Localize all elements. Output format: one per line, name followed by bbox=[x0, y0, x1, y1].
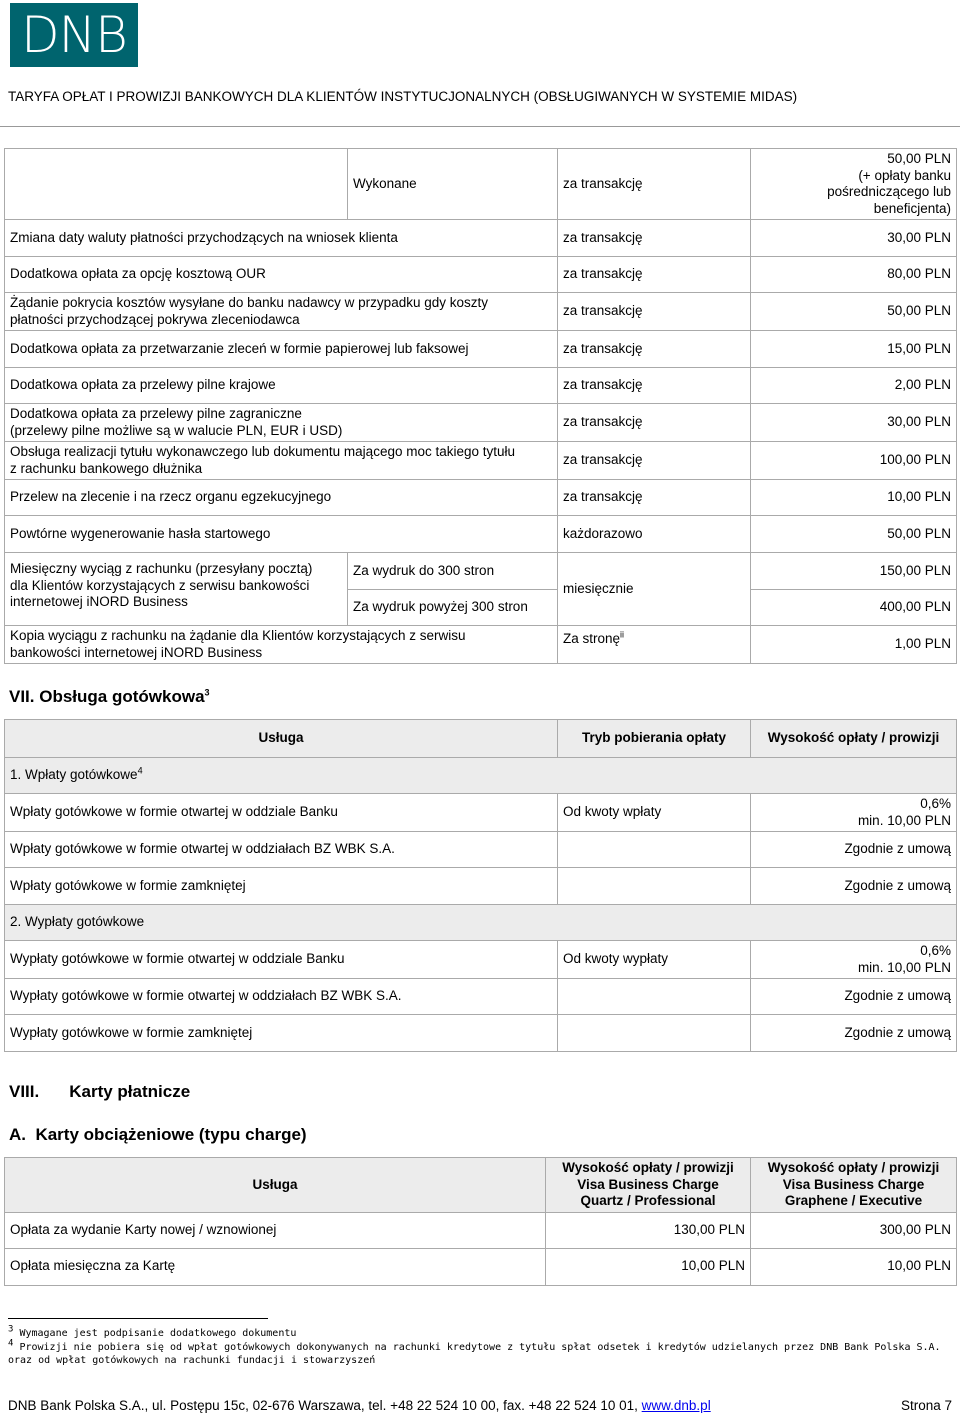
label-line: internetowej iNORD Business bbox=[10, 594, 188, 609]
fee-cell bbox=[751, 794, 957, 832]
table-cell: każdorazowo bbox=[558, 516, 751, 553]
fee-line: beneficjenta) bbox=[873, 200, 951, 216]
table-cell: Wpłaty gotówkowe w formie otwartej w oddziałach BZ WBK S.A. bbox=[5, 832, 558, 868]
subsection-number: A. bbox=[9, 1125, 26, 1144]
table-cell: Dodatkowa opłata za opcję kosztową OUR bbox=[5, 257, 558, 293]
table-row bbox=[5, 626, 957, 664]
fee-cell: 400,00 PLN bbox=[751, 590, 957, 626]
footer-text: DNB Bank Polska S.A., ul. Postępu 15c, 02-676 Warszawa, tel. +48 22 524 10 00, fax. +48 22 524 10 01, bbox=[8, 1398, 642, 1413]
table-cell: za transakcję bbox=[558, 368, 751, 404]
footnote-4 bbox=[8, 1338, 953, 1367]
table-cell: Zmiana daty waluty płatności przychodzących na wniosek klienta bbox=[5, 220, 558, 257]
fee-cell: 30,00 PLN bbox=[751, 404, 957, 442]
label-line: z rachunku bankowego dłużnika bbox=[10, 460, 203, 476]
table-cell: Dodatkowa opłata za przetwarzanie zleceń w formie papierowej lub faksowej bbox=[5, 331, 558, 368]
table-cell bbox=[558, 868, 751, 905]
header-line: Visa Business Charge bbox=[782, 1176, 925, 1192]
header-line: Graphene / Executive bbox=[784, 1193, 923, 1208]
fee-cell: Zgodnie z umową bbox=[751, 832, 957, 868]
footnote-text: Prowizji nie pobiera się od wpłat gotówkowych dokonywanych na rachunki kredytowe z tytułu spłat odsetek i kredytów udzielanych przez DNB Bank Polska S.A. oraz od wpłat gotówkowych na rachunki fundacji i stowarzyszeń bbox=[8, 1342, 941, 1366]
table-row bbox=[5, 941, 957, 979]
table-row bbox=[5, 220, 957, 257]
footnote-divider bbox=[8, 1318, 268, 1319]
header-line: Wysokość opłaty / prowizji bbox=[767, 1160, 940, 1175]
table-cell: Wypłaty gotówkowe w formie otwartej w oddziałach BZ WBK S.A. bbox=[5, 979, 558, 1015]
mode-text: Za stronę bbox=[563, 631, 621, 646]
table-cell: za transakcję bbox=[558, 331, 751, 368]
table-cell: Opłata miesięczna za Kartę bbox=[5, 1248, 546, 1285]
table-cell: Wykonane bbox=[348, 149, 558, 220]
fee-cell bbox=[751, 941, 957, 979]
fee-cell: 150,00 PLN bbox=[751, 553, 957, 590]
table-row bbox=[5, 1248, 957, 1285]
header-cell bbox=[751, 1158, 957, 1213]
table-row bbox=[5, 1212, 957, 1248]
table-cell: za transakcję bbox=[558, 220, 751, 257]
table-row bbox=[5, 516, 957, 553]
table-row bbox=[5, 442, 957, 480]
table-cell bbox=[5, 553, 348, 626]
header-cell: Usługa bbox=[5, 1158, 546, 1213]
footnote-3 bbox=[8, 1324, 953, 1340]
table-cell: Wpłaty gotówkowe w formie otwartej w oddziale Banku bbox=[5, 794, 558, 832]
fee-line: min. 10,00 PLN bbox=[857, 812, 951, 828]
group-cell: 2. Wypłaty gotówkowe bbox=[5, 905, 957, 941]
footnote-ref: 3 bbox=[204, 687, 210, 698]
table-row bbox=[5, 979, 957, 1015]
table-cell: za transakcję bbox=[558, 257, 751, 293]
label-line: Kopia wyciągu z rachunku na żądanie dla Klientów korzystających z serwisu bbox=[10, 628, 466, 643]
label-line: Miesięczny wyciąg z rachunku (przesyłany pocztą) bbox=[10, 561, 313, 576]
label-line: płatności przychodzącej pokrywa zleceniodawca bbox=[10, 311, 300, 327]
table-cell bbox=[5, 293, 558, 331]
dnb-logo: DNB bbox=[10, 3, 138, 67]
header-line: Visa Business Charge bbox=[577, 1176, 719, 1192]
fee-cell: 130,00 PLN bbox=[546, 1212, 751, 1248]
header-line: Wysokość opłaty / prowizji bbox=[562, 1160, 734, 1175]
table-row bbox=[5, 293, 957, 331]
table-row bbox=[5, 1015, 957, 1052]
table-cell bbox=[558, 979, 751, 1015]
fee-cell: 30,00 PLN bbox=[751, 220, 957, 257]
table-cell: Od kwoty wypłaty bbox=[558, 941, 751, 979]
table-row bbox=[5, 404, 957, 442]
table-cell bbox=[558, 626, 751, 664]
table-cell bbox=[558, 1015, 751, 1052]
table-row bbox=[5, 368, 957, 404]
section-heading-cash bbox=[9, 687, 210, 707]
table-cell: za transakcję bbox=[558, 149, 751, 220]
fee-cell: 100,00 PLN bbox=[751, 442, 957, 480]
fee-line: 50,00 PLN bbox=[887, 151, 951, 166]
fee-cell: 300,00 PLN bbox=[751, 1212, 957, 1248]
fee-line: (+ opłaty banku bbox=[858, 167, 951, 183]
fee-cell: 15,00 PLN bbox=[751, 331, 957, 368]
table-cell: Przelew na zlecenie i na rzecz organu egzekucyjnego bbox=[5, 480, 558, 516]
fee-cell: Zgodnie z umową bbox=[751, 868, 957, 905]
section-title: Obsługa gotówkowa bbox=[39, 687, 205, 706]
table-cell: Za wydruk do 300 stron bbox=[348, 553, 558, 590]
fee-cell: 50,00 PLN bbox=[751, 516, 957, 553]
footnote-mark: 4 bbox=[8, 1338, 14, 1349]
fee-line: min. 10,00 PLN bbox=[857, 959, 951, 975]
header-line: Quartz / Professional bbox=[580, 1193, 716, 1208]
table-cell: Wpłaty gotówkowe w formie zamkniętej bbox=[5, 868, 558, 905]
label-line: (przelewy pilne możliwe są w walucie PLN, EUR i USD) bbox=[10, 422, 343, 438]
table-cell bbox=[5, 442, 558, 480]
table-cell: Powtórne wygenerowanie hasła startowego bbox=[5, 516, 558, 553]
fee-cell: 1,00 PLN bbox=[751, 626, 957, 664]
label-line: dla Klientów korzystających z serwisu bankowości bbox=[10, 577, 310, 593]
header-divider bbox=[0, 126, 960, 127]
table-row bbox=[5, 553, 957, 590]
group-row bbox=[5, 905, 957, 941]
section-number: VII. bbox=[9, 687, 35, 706]
subsection-heading-charge-cards bbox=[9, 1125, 307, 1145]
table-cell: za transakcję bbox=[558, 480, 751, 516]
group-row bbox=[5, 758, 957, 794]
label-line: bankowości internetowej iNORD Business bbox=[10, 644, 263, 660]
fee-line: pośredniczącego lub bbox=[827, 184, 951, 199]
cards-table bbox=[4, 1157, 957, 1286]
table-cell: za transakcję bbox=[558, 293, 751, 331]
fee-cell: 80,00 PLN bbox=[751, 257, 957, 293]
table-cell: za transakcję bbox=[558, 404, 751, 442]
fee-cell: 10,00 PLN bbox=[751, 480, 957, 516]
fee-line: 0,6% bbox=[920, 796, 951, 811]
table-cell: miesięcznie bbox=[558, 553, 751, 626]
fee-cell: Zgodnie z umową bbox=[751, 1015, 957, 1052]
footnote-ref: 4 bbox=[137, 765, 143, 776]
table-cell bbox=[5, 404, 558, 442]
footnote-ref: ii bbox=[620, 629, 625, 640]
subsection-title: Karty obciążeniowe (typu charge) bbox=[35, 1125, 307, 1144]
page-number: Strona 7 bbox=[900, 1398, 952, 1413]
section-title: Karty płatnicze bbox=[69, 1082, 191, 1101]
table-row bbox=[5, 257, 957, 293]
table-row bbox=[5, 331, 957, 368]
cash-table bbox=[4, 719, 957, 1052]
fee-line: 0,6% bbox=[920, 943, 951, 958]
table-cell: Wypłaty gotówkowe w formie zamkniętej bbox=[5, 1015, 558, 1052]
table-row bbox=[5, 832, 957, 868]
document-title: TARYFA OPŁAT I PROWIZJI BANKOWYCH DLA KLIENTÓW INSTYTUCJONALNYCH (OBSŁUGIWANYCH W SYSTEMIE MIDAS) bbox=[8, 89, 798, 104]
table-cell: Opłata za wydanie Karty nowej / wznowionej bbox=[5, 1212, 546, 1248]
section-number: VIII. bbox=[9, 1082, 40, 1101]
label-line: Obsługa realizacji tytułu wykonawczego lub dokumentu mającego moc takiego tytułu bbox=[10, 444, 516, 459]
table-cell: Za wydruk powyżej 300 stron bbox=[348, 590, 558, 626]
table-header-row bbox=[5, 720, 957, 758]
table-cell: Dodatkowa opłata za przelewy pilne krajowe bbox=[5, 368, 558, 404]
header-cell: Tryb pobierania opłaty bbox=[558, 720, 751, 758]
fee-cell: 50,00 PLN bbox=[751, 293, 957, 331]
table-cell bbox=[5, 626, 558, 664]
header-cell: Usługa bbox=[5, 720, 558, 758]
fee-cell bbox=[751, 149, 957, 220]
table-row bbox=[5, 149, 957, 220]
section-heading-cards bbox=[9, 1082, 190, 1102]
table-cell bbox=[5, 149, 348, 220]
table-row bbox=[5, 868, 957, 905]
fees-table bbox=[4, 148, 957, 664]
table-cell bbox=[558, 832, 751, 868]
group-cell bbox=[5, 758, 957, 794]
table-header-row bbox=[5, 1158, 957, 1213]
fee-cell: 10,00 PLN bbox=[751, 1248, 957, 1285]
fee-cell: 10,00 PLN bbox=[546, 1248, 751, 1285]
table-cell: Od kwoty wpłaty bbox=[558, 794, 751, 832]
label-line: Żądanie pokrycia kosztów wysyłane do banku nadawcy w przypadku gdy koszty bbox=[10, 295, 488, 310]
fee-cell: 2,00 PLN bbox=[751, 368, 957, 404]
header-cell bbox=[546, 1158, 751, 1213]
website-link[interactable]: www.dnb.pl bbox=[641, 1398, 711, 1413]
table-row bbox=[5, 794, 957, 832]
footnote-mark: 3 bbox=[8, 1324, 14, 1335]
footnote-text: Wymagane jest podpisanie dodatkowego dokumentu bbox=[13, 1328, 297, 1339]
page-footer bbox=[8, 1398, 711, 1413]
table-row bbox=[5, 480, 957, 516]
table-cell: Wypłaty gotówkowe w formie otwartej w oddziale Banku bbox=[5, 941, 558, 979]
group-label: 1. Wpłaty gotówkowe bbox=[10, 767, 138, 783]
header-cell: Wysokość opłaty / prowizji bbox=[751, 720, 957, 758]
table-cell: za transakcję bbox=[558, 442, 751, 480]
fee-cell: Zgodnie z umową bbox=[751, 979, 957, 1015]
label-line: Dodatkowa opłata za przelewy pilne zagraniczne bbox=[10, 406, 302, 421]
